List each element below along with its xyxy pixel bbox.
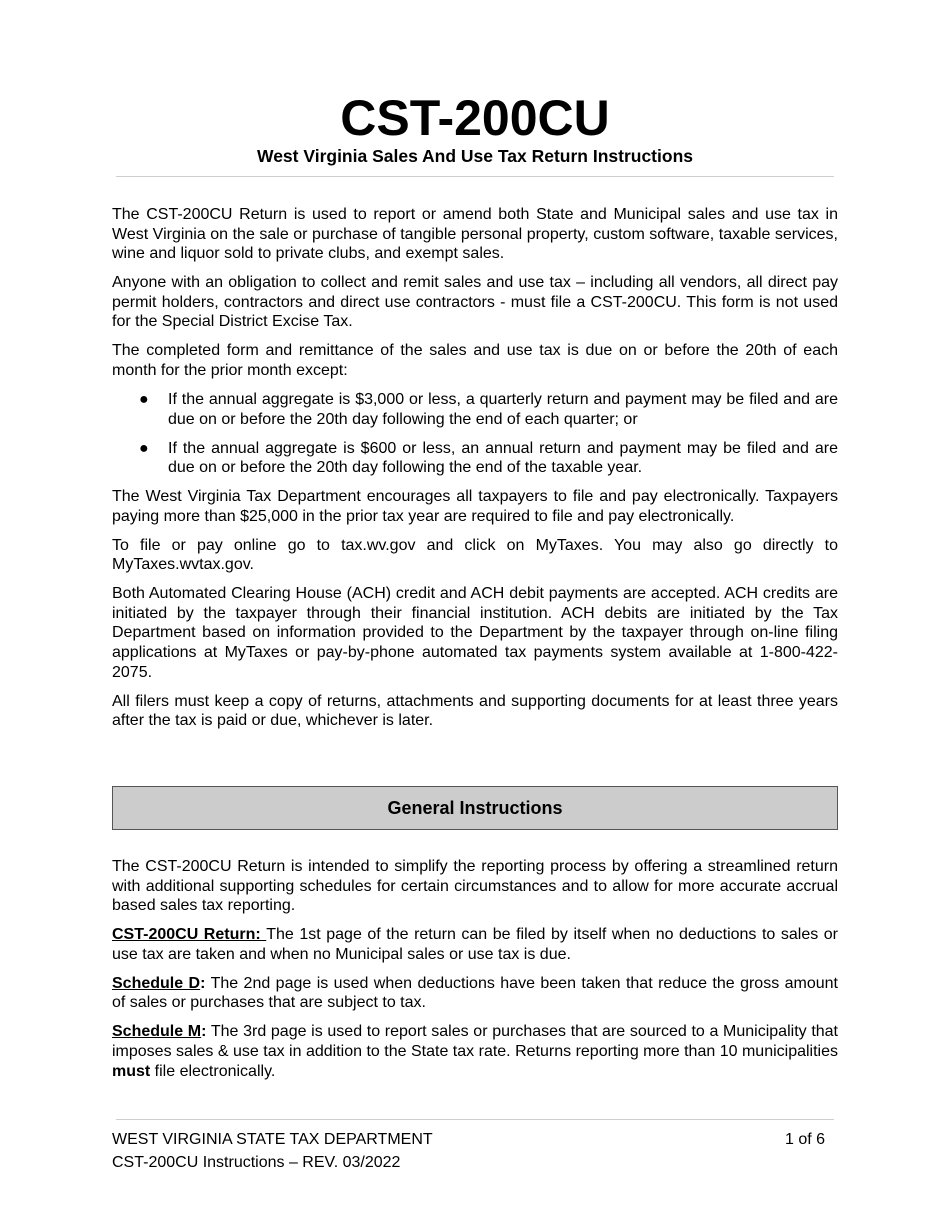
intro-paragraph: The completed form and remittance of the sales and use tax is due on or before the 20th of each month for the prior month except: (112, 342, 838, 379)
page-footer (112, 1128, 838, 1174)
return-paragraph (112, 925, 838, 964)
general-section (112, 857, 838, 1091)
bullet-icon: ● (139, 439, 149, 457)
page-title: CST-200CU (340, 90, 610, 146)
intro-paragraph: The CST-200CU Return is used to report or amend both State and Municipal sales and use tax in West Virginia on the sale or purchase of tangible personal property, custom software, taxable services, wine and liquor sold to private clubs, and exempt sales. (112, 206, 838, 263)
page-number: 1 of 6 (784, 1131, 825, 1148)
list-item-text: If the annual aggregate is $3,000 or less, a quarterly return and payment may be filed and are due on or before the 20th day following the end of each quarter; or (168, 390, 838, 428)
list-item (112, 439, 838, 478)
header-divider (116, 176, 834, 177)
footer-revision: CST-200CU Instructions – REV. 03/2022 (112, 1154, 401, 1171)
must-emphasis: must (112, 1062, 151, 1080)
schedule-m-label: Schedule M (112, 1023, 202, 1041)
general-paragraph: The CST-200CU Return is intended to simplify the reporting process by offering a streamlined return with additional supporting schedules for certain circumstances and to allow for more accurate accrual based sales tax reporting. (112, 858, 838, 915)
schedule-m-paragraph (112, 1022, 838, 1081)
schedule-d-text: The 2nd page is used when deductions have been taken that reduce the gross amount of sales or purchases that are subject to tax. (112, 974, 838, 1012)
list-item-text: If the annual aggregate is $600 or less, an annual return and payment may be filed and are due on or before the 20th day following the end of the taxable year. (168, 439, 838, 477)
general-instructions-heading: General Instructions (112, 786, 838, 830)
page-subtitle: West Virginia Sales And Use Tax Return Instructions (257, 146, 693, 166)
schedule-m-text-end: file electronically. (150, 1062, 276, 1080)
footer-divider (116, 1119, 834, 1120)
intro-paragraph: Anyone with an obligation to collect and remit sales and use tax – including all vendors, all direct pay permit holders, contractors and direct use contractors - must file a CST-200CU. This form is not used for the Special District Excise Tax. (112, 274, 838, 331)
intro-paragraph: Both Automated Clearing House (ACH) credit and ACH debit payments are accepted. ACH credits are initiated by the taxpayer through their financial institution. ACH debits are initiated by the Tax Department based on information provided to the Department by the taxpayer through on-line filing applications at MyTaxes or pay-by-phone automated tax payments system available at 1-800-422-2075. (112, 585, 838, 681)
schedule-d-colon: : (200, 974, 206, 992)
list-item (112, 390, 838, 429)
intro-paragraph: The West Virginia Tax Department encourages all taxpayers to file and pay electronically. Taxpayers paying more than $25,000 in the prior tax year are required to file and pay electronically. (112, 488, 838, 525)
schedule-m-colon: : (201, 1023, 207, 1041)
intro-paragraph: All filers must keep a copy of returns, attachments and supporting documents for at least three years after the tax is paid or due, whichever is later. (112, 692, 838, 730)
intro-section (112, 205, 838, 740)
return-label: CST-200CU Return: (112, 926, 267, 944)
schedule-d-label: Schedule D (112, 974, 201, 992)
intro-paragraph: To file or pay online go to tax.wv.gov and click on MyTaxes. You may also go directly to MyTaxes.wvtax.gov. (112, 536, 838, 574)
due-date-exceptions-list (112, 390, 838, 478)
bullet-icon: ● (139, 390, 149, 408)
schedule-d-paragraph (112, 974, 838, 1013)
footer-department: WEST VIRGINIA STATE TAX DEPARTMENT (112, 1131, 433, 1148)
schedule-m-text: The 3rd page is used to report sales or purchases that are sourced to a Municipality that imposes sales & use tax in addition to the State tax rate. Returns reporting more than 10 municipalities (112, 1023, 839, 1060)
return-text: The 1st page of the return can be filed by itself when no deductions to sales or use tax are taken and when no Municipal sales or use tax is due. (112, 926, 838, 963)
